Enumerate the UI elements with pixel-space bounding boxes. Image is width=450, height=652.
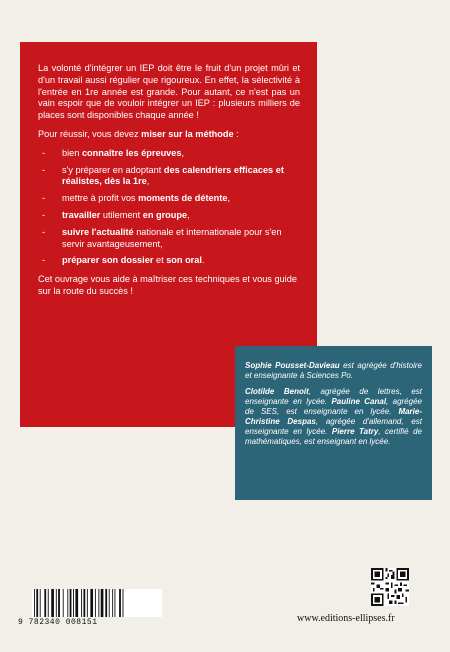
dash-bullet-icon: -: [42, 255, 46, 266]
list-item: - travailler utilement en groupe,: [42, 209, 190, 220]
method-paragraph: Pour réussir, vous devez miser sur la méthode :: [38, 128, 239, 139]
dash-bullet-icon: -: [42, 147, 46, 158]
list-item: - mettre à profit vos moments de détente,: [42, 193, 230, 204]
outro-paragraph: Cet ouvrage vous aide à maîtriser ces techniques et vous guide sur la route du succès !: [38, 274, 297, 296]
isbn-number: 9 782340 008151: [18, 618, 98, 627]
blurb: [38, 63, 300, 305]
dash-bullet-icon: -: [42, 226, 46, 237]
author-bio-1: Sophie Pousset-Davieau est agrégée d'histoire et enseignante à Sciences Po.: [245, 361, 422, 380]
publisher-website: www.editions-ellipses.fr: [297, 613, 395, 624]
dash-bullet-icon: -: [42, 164, 46, 175]
dash-bullet-icon: -: [42, 193, 46, 204]
list-item: - suivre l'actualité nationale et internationale pour s'en servir avantageusement,: [42, 226, 282, 249]
barcode-bars-icon: [32, 589, 162, 617]
author-bio-2: Clotilde Benoit, agrégée de lettres, est enseignante en lycée. Pauline Canal, agrégée de SES, est enseignante en lycée. Marie-Christine Despas, agrégée d'allemand, est enseignante en lycée. Pierre Tatry, certifié de mathématiques, est enseignant en lycée.: [245, 387, 422, 446]
barcode: [18, 589, 164, 629]
list-item: - bien connaître les épreuves,: [42, 147, 185, 158]
list-item: - préparer son dossier et son oral.: [42, 255, 205, 266]
qr-code-icon: [371, 568, 409, 606]
method-list: [38, 148, 300, 267]
intro-paragraph: La volonté d'intégrer un IEP doit être le fruit d'un projet mûri et d'un travail aussi régulier que rigoureux. En effet, la sélectivité à l'entrée en 1re année est grande. Pour autant, ce n'est pas un vain espoir que de vouloir intégrer un IEP : plusieurs milliers de places sont disponibles chaque année !: [38, 63, 300, 121]
dash-bullet-icon: -: [42, 209, 46, 220]
authors-bio: [245, 361, 422, 453]
list-item: - s'y préparer en adoptant des calendriers efficaces et réalistes, dès la 1re,: [42, 164, 284, 187]
